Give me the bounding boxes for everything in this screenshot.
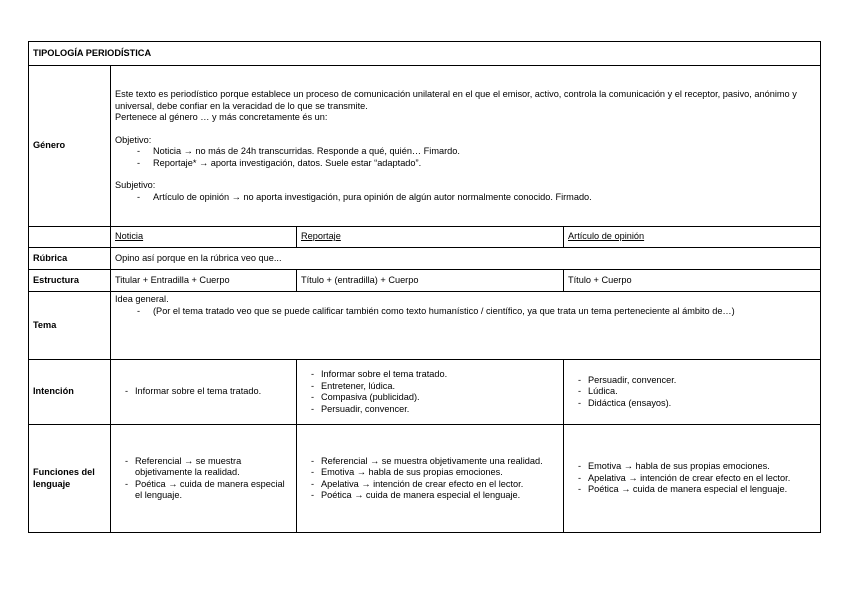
- tema-label: Tema: [29, 292, 111, 360]
- subjetivo-label: Subjetivo:: [115, 180, 156, 190]
- tema-content: [111, 292, 821, 360]
- list-item: - Informar sobre el tema tratado.: [311, 369, 559, 381]
- empty-cell: [29, 227, 111, 248]
- rubrica-text: Opino así porque en la rúbrica veo que...: [111, 248, 821, 270]
- tema-list: [115, 306, 816, 318]
- estructura-reportaje: Título + (entradilla) + Cuerpo: [297, 270, 564, 292]
- list-item: - Persuadir, convencer.: [578, 375, 816, 387]
- column-header-articulo: Artículo de opinión: [568, 231, 645, 242]
- subjetivo-list: [115, 192, 816, 204]
- list-item: - Referencial → se muestra objetivamente una realidad.: [311, 456, 559, 468]
- list-item: - Referencial → se muestra objetivamente la realidad.: [125, 456, 292, 479]
- funciones-reportaje-list: [301, 456, 559, 502]
- tema-text: Idea general.: [115, 294, 169, 304]
- list-item: - Persuadir, convencer.: [311, 404, 559, 416]
- funciones-articulo-list: [568, 461, 816, 496]
- list-item: - Compasiva (publicidad).: [311, 392, 559, 404]
- intencion-reportaje-list: [301, 369, 559, 415]
- rubrica-label: Rúbrica: [29, 248, 111, 270]
- list-item: - Poética → cuida de manera especial el lenguaje.: [578, 484, 816, 496]
- intencion-noticia-list: [115, 386, 292, 398]
- table-title: TIPOLOGÍA PERIODÍSTICA: [29, 42, 821, 66]
- list-item: - Lúdica.: [578, 386, 816, 398]
- list-item: - Emotiva → habla de sus propias emociones.: [311, 467, 559, 479]
- genero-intro: Este texto es periodístico porque establece un proceso de comunicación unilateral en el que el emisor, activo, controla la comunicación y el receptor, pasivo, anónimo y universal, debe confiar en la veracidad de lo que se transmite.: [115, 89, 797, 111]
- estructura-articulo: Título + Cuerpo: [564, 270, 821, 292]
- objetivo-list: [115, 146, 816, 169]
- list-item: - Didáctica (ensayos).: [578, 398, 816, 410]
- funciones-noticia-list: [115, 456, 292, 502]
- column-header-noticia: Noticia: [115, 231, 144, 242]
- genero-pertenece: Pertenece al género … y más concretamente és un:: [115, 112, 328, 122]
- genero-content: [111, 66, 821, 227]
- list-item: - Poética → cuida de manera especial el lenguaje.: [311, 490, 559, 502]
- intencion-label: Intención: [29, 360, 111, 425]
- list-item: - Noticia → no más de 24h transcurridas. Responde a qué, quién… Fimardo.: [137, 146, 816, 158]
- estructura-noticia: Titular + Entradilla + Cuerpo: [111, 270, 297, 292]
- intencion-articulo-list: [568, 375, 816, 410]
- objetivo-label: Objetivo:: [115, 134, 152, 145]
- list-item: - Emotiva → habla de sus propias emociones.: [578, 461, 816, 473]
- funciones-label: Funciones del lenguaje: [29, 425, 111, 533]
- list-item: - (Por el tema tratado veo que se puede calificar también como texto humanístico / científico, ya que trata un tema perteneciente al ámbito de…): [137, 306, 816, 318]
- list-item: - Poética → cuida de manera especial el lenguaje.: [125, 479, 292, 502]
- list-item: - Entretener, lúdica.: [311, 381, 559, 393]
- list-item: - Informar sobre el tema tratado.: [125, 386, 292, 398]
- list-item: - Artículo de opinión → no aporta investigación, pura opinión de algún autor normalmente conocido. Firmado.: [137, 192, 816, 204]
- list-item: - Apelativa → intención de crear efecto en el lector.: [578, 473, 816, 485]
- genero-label: Género: [29, 66, 111, 227]
- estructura-label: Estructura: [29, 270, 111, 292]
- list-item: - Apelativa → intención de crear efecto en el lector.: [311, 479, 559, 491]
- typology-table: [28, 41, 821, 533]
- column-header-reportaje: Reportaje: [301, 231, 341, 242]
- list-item: - Reportaje* → aporta investigación, datos. Suele estar “adaptado”.: [137, 158, 816, 170]
